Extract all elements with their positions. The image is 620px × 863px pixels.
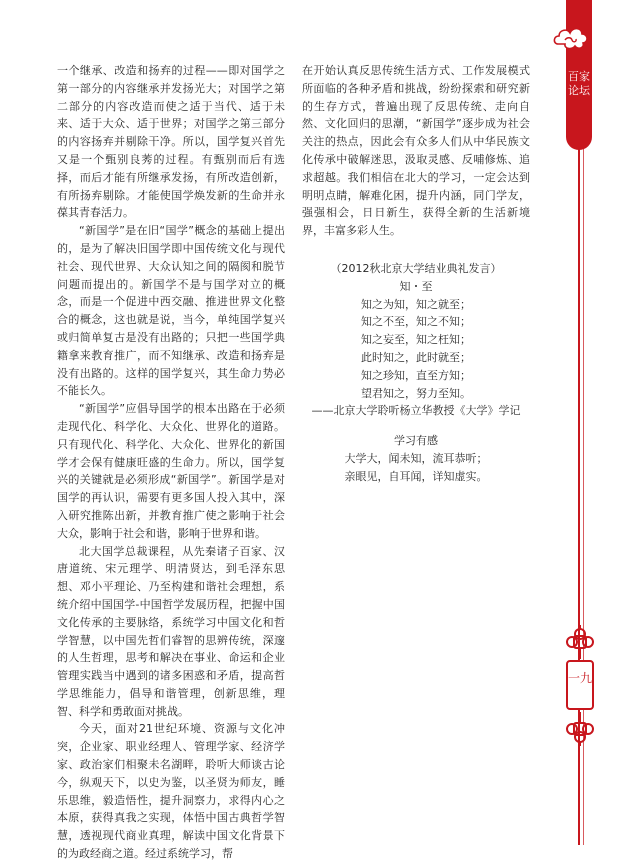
paragraph-3: “新国学”应倡导国学的根本出路在于必须走现代化、科学化、大众化、世界化的道路。只有现代化、科学化、大众化、世界化的新国学才会保有健康旺盛的生命力。所以，国学复兴的关键就是必须形成“新国学”。新国学是对国学的再认识，需要有更多国人投入其中，深入研究推陈出新，并教育推广使之影响于社会大众，影响于社会和谐，影响于世界和谐。 [57,402,285,540]
poem-block [302,260,530,486]
page-number: 一九 [566,660,594,710]
poem-line: 知之为知，知之就至； [361,297,471,311]
study-line: 亲眼见，自耳闻，详知虚实。 [344,469,488,483]
study-line: 大学大，闻未知，流耳恭听； [344,451,488,465]
poem-line: 知之珍知，直至方知； [361,368,471,382]
paragraph-2: “新国学”是在旧“国学”概念的基础上提出的，是为了解决旧国学即中国传统文化与现代社会、现代世界、大众认知之间的隔阂和脱节问题而提出的。新国学不是与国学对立的概念，而是一个促进中西交融、推进世界文化整合的概念，这也就是说，当今，单纯国学复兴或归简单复古是没有出路的；只把一些国学典籍拿来教育推广，而不知继承、改造和扬弃是没有出路的。这样的国学复兴，其生命力势必不能长久。 [57,224,285,398]
poem-line: 望君知之，努力至知。 [361,386,471,400]
chinese-knot-top-icon [563,625,597,659]
chinese-knot-bottom-icon [563,712,597,746]
poem-line: 知之不至，知之不知； [361,315,471,329]
poem-line: 知之妄至，知之枉知； [361,333,471,347]
paragraph-4: 北大国学总裁课程，从先秦诸子百家、汉唐道统、宋元理学、明清贤达，到毛泽东思想、邓小平理论、乃至构建和谐社会理想，系统介绍中国国学-中国哲学发展历程，把握中国文化传承的主要脉络，系统学习中国文化和哲学智慧，以中国先哲们睿智的思辨传统，深邃的人生哲理，思考和解决在事业、命运和企业管理实践当中遇到的诸多困惑和矛盾，提高哲学思维能力，倡导和谐管理，创新思维，理智、科学和勇敢面对挑战。 [57,544,285,718]
left-column [57,62,285,863]
paragraph-5: 今天，面对21世纪环境、资源与文化冲突，企业家、职业经理人、管理学家、经济学家、政治家们相聚未名湖畔，聆听大师谈古论今，纵观天下，以史为鉴，以圣贤为师友，睡乐思维，毅造悟性，提升洞察力，求得内心之本原，获得真我之实现，体悟中国古典哲学智慧，透视现代商业真理，解读中国文化背景下的为政经商之道。经过系统学习，帮 [57,722,285,861]
right-column [302,62,530,486]
poem-attribution: ——北京大学聆听杨立华教授《大学》学记 [311,404,521,418]
poem-line: 此时知之，此时就至； [361,350,471,364]
paragraph-6: 在开始认真反思传统生活方式、工作发展模式所面临的各种矛盾和挑战，纷纷探索和研究新的生存方式，普遍出现了反思传统、走向自然、文化回归的思潮，“新国学”逐步成为社会关注的热点，因此会有众多人们从中华民族文化传承中破解迷思，汲取灵感、反哺修炼、追求超越。我们相信在北大的学习，一定会达到明明点睛，解难化困，提升内涵，同门学友，强强相会，日日新生，获得全新的生活新境界，丰富多彩人生。 [302,64,530,238]
poem-title: 知・至 [399,279,433,293]
cloud-ornament-icon [552,22,590,52]
speech-caption: （2012秋北京大学结业典礼发言） [330,261,502,275]
paragraph-1: 一个继承、改造和扬弃的过程——即对国学之第一部分的内容继承并发扬光大；对国学之第二部分的内容改造而使之适于当代、适于未来、适于大众、适于世界；对国学之第三部分的内容扬弃并剔除干净。所以，国学复兴首先又是一个甄别良莠的过程。有甄别而后有选择，而后才能有所继承发扬，有所改造创新，有所扬弃剔除。才能使国学焕发新的生命并永葆其青春活力。 [57,64,285,220]
study-title: 学习有感 [394,434,438,448]
section-title: 百家论坛 [568,70,590,97]
